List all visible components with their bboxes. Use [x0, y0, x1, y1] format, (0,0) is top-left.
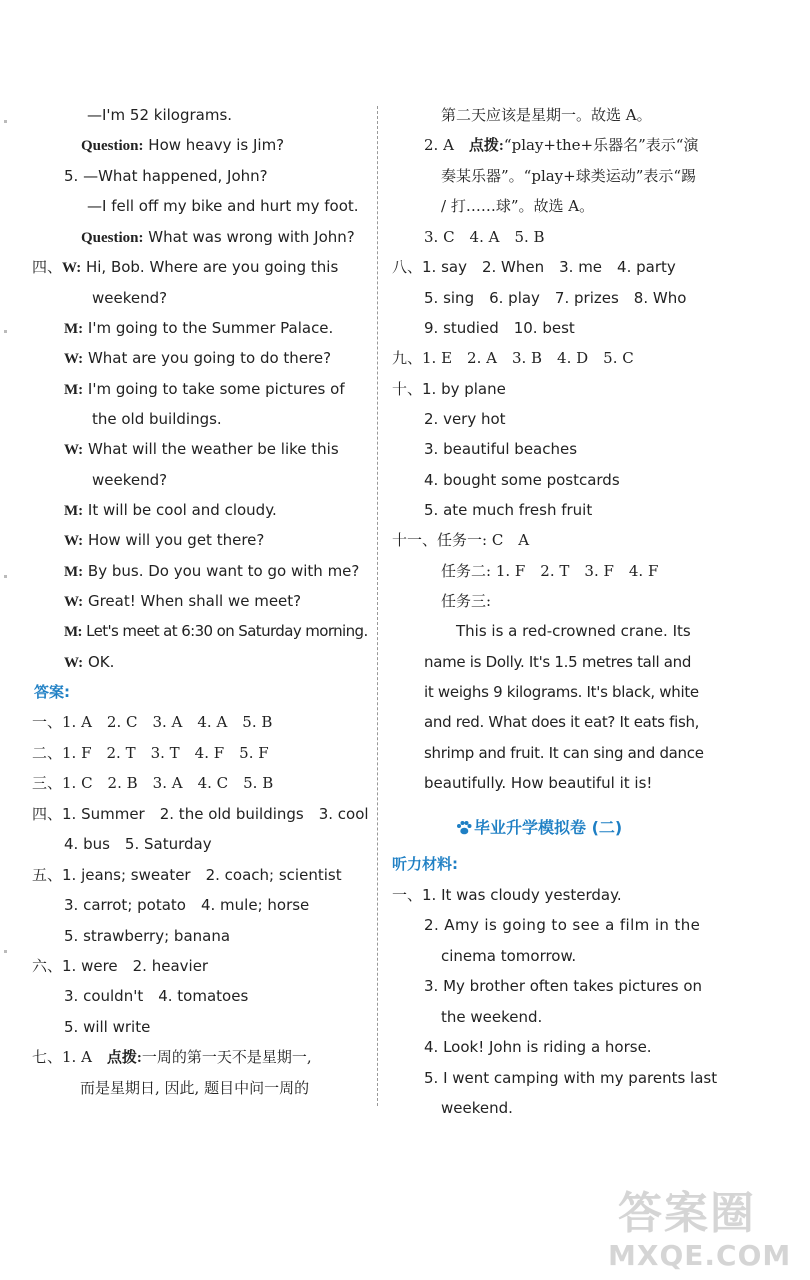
answer-line: 十一、任务一: C A	[392, 531, 530, 549]
answer-line: 任务三:	[441, 592, 492, 610]
answer-line: 六、1. were 2. heavier	[32, 957, 209, 975]
tip-text: / 打……球”。故选 A。	[441, 197, 595, 215]
answer-line: 4. bus 5. Saturday	[64, 835, 212, 853]
answers-heading: 答案:	[34, 683, 70, 701]
edge-mark	[4, 330, 7, 333]
paragraph-line: it weighs 9 kilograms. It's black, white	[424, 683, 699, 701]
paragraph-line: and red. What does it eat? It eats fish,	[424, 713, 700, 731]
answer-line: 三、1. C 2. B 3. A 4. C 5. B	[32, 774, 274, 792]
paragraph-line: This is a red-crowned crane. Its	[456, 622, 691, 640]
tip-label: 点拨:	[468, 138, 504, 154]
line: weekend?	[92, 289, 168, 307]
answer-line: 5. will write	[64, 1018, 151, 1036]
answer-line: 3. couldn't 4. tomatoes	[64, 987, 249, 1005]
speaker-label: M:	[64, 624, 82, 640]
answer-line: 五、1. jeans; sweater 2. coach; scientist	[32, 866, 342, 884]
paragraph-line: name is Dolly. It's 1.5 metres tall and	[424, 653, 692, 671]
line: weekend?	[92, 471, 168, 489]
watermark-top-text: 答案圈	[618, 1188, 756, 1239]
answer-line: 四、1. Summer 2. the old buildings 3. cool	[32, 805, 369, 823]
line-text: I'm going to take some pictures of	[83, 380, 345, 398]
tip-text: 奏某乐器”。“play+球类运动”表示“踢	[441, 167, 697, 185]
listening-line: the weekend.	[441, 1008, 543, 1026]
answer-line: 二、1. F 2. T 3. T 4. F 5. F	[32, 744, 269, 762]
line	[81, 226, 355, 249]
answer-number: 2. A	[424, 136, 469, 154]
speaker-label: W:	[62, 260, 82, 276]
dialogue-line	[64, 529, 264, 552]
tip-text: 一周的第一天不是星期一,	[141, 1048, 312, 1066]
edge-mark	[4, 950, 7, 953]
listening-line: 2. Amy is going to see a film in the	[424, 916, 701, 934]
line-text: How heavy is Jim?	[143, 136, 285, 154]
line-text: Hi, Bob. Where are you going this	[81, 258, 339, 276]
answer-line: 十、1. by plane	[392, 380, 506, 398]
answer-line: 3. beautiful beaches	[424, 440, 578, 458]
speaker-label: W:	[64, 655, 84, 671]
listening-line: 5. I went camping with my parents last	[424, 1069, 718, 1087]
answer-line	[32, 1046, 312, 1069]
speaker-label: W:	[64, 594, 84, 610]
listening-line: cinema tomorrow.	[441, 947, 577, 965]
line-text: It will be cool and cloudy.	[83, 501, 277, 519]
edge-mark	[4, 120, 7, 123]
section-title	[456, 817, 622, 839]
section-title-text: 毕业升学模拟卷 (二)	[474, 818, 623, 837]
dialogue-line	[32, 256, 338, 279]
listening-line: 一、1. It was cloudy yesterday.	[392, 886, 622, 904]
answer-line: 3. carrot; potato 4. mule; horse	[64, 896, 310, 914]
tip-label: 点拨:	[106, 1050, 142, 1066]
line-text: OK.	[83, 653, 115, 671]
speaker-label: M:	[64, 503, 84, 519]
dialogue-line	[64, 438, 339, 461]
listening-line: 3. My brother often takes pictures on	[424, 977, 703, 995]
answer-number: 七、1. A	[32, 1048, 107, 1066]
line: —I fell off my bike and hurt my foot.	[87, 197, 359, 215]
tip-text: “play+the+乐器名”表示“演	[503, 136, 699, 154]
section-number: 四、	[32, 258, 63, 276]
answer-line: 九、1. E 2. A 3. B 4. D 5. C	[392, 349, 634, 367]
dialogue-line	[64, 347, 331, 370]
paragraph-line: shrimp and fruit. It can sing and dance	[424, 744, 704, 762]
line-text: Let's meet at 6:30 on Saturday morning.	[81, 622, 368, 640]
line-text: Great! When shall we meet?	[83, 592, 302, 610]
line-text: By bus. Do you want to go with me?	[83, 562, 360, 580]
dialogue-line	[64, 499, 277, 522]
answer-line: 任务二: 1. F 2. T 3. F 4. F	[441, 562, 659, 580]
line: the old buildings.	[92, 410, 222, 428]
speaker-label: W:	[64, 533, 84, 549]
answer-line: 9. studied 10. best	[424, 319, 575, 337]
answer-line	[424, 134, 698, 157]
line-text: What will the weather be like this	[83, 440, 339, 458]
listening-heading: 听力材料:	[392, 855, 458, 873]
line	[81, 134, 284, 157]
tip-text: 第二天应该是星期一。故选 A。	[441, 106, 652, 124]
line-text: What are you going to do there?	[83, 349, 332, 367]
dialogue-line	[64, 560, 359, 583]
speaker-label: W:	[64, 351, 84, 367]
answer-line: 5. ate much fresh fruit	[424, 501, 593, 519]
speaker-label: M:	[64, 564, 84, 580]
answer-line: 5. strawberry; banana	[64, 927, 231, 945]
dialogue-line	[64, 620, 368, 643]
listening-line: 4. Look! John is riding a horse.	[424, 1038, 652, 1056]
line-text: How will you get there?	[83, 531, 265, 549]
watermark-logo	[608, 1177, 798, 1272]
line: 5. —What happened, John?	[64, 167, 268, 185]
answer-line: 3. C 4. A 5. B	[424, 228, 545, 246]
speaker-label: M:	[64, 321, 84, 337]
watermark-bottom-text: MXQE.COM	[608, 1239, 792, 1272]
dialogue-line	[64, 651, 114, 674]
dialogue-line	[64, 317, 333, 340]
listening-line: weekend.	[441, 1099, 513, 1117]
line-text: I'm going to the Summer Palace.	[83, 319, 334, 337]
question-label: Question:	[81, 138, 144, 154]
dialogue-line	[64, 590, 301, 613]
tip-text: 而是星期日, 因此, 题目中问一周的	[80, 1079, 310, 1097]
speaker-label: W:	[64, 442, 84, 458]
answer-line: 4. bought some postcards	[424, 471, 620, 489]
answer-line: 八、1. say 2. When 3. me 4. party	[392, 258, 676, 276]
column-divider	[377, 106, 378, 1106]
answer-line: 2. very hot	[424, 410, 506, 428]
edge-mark	[4, 575, 7, 578]
question-label: Question:	[81, 230, 144, 246]
paw-icon	[456, 821, 472, 835]
line-text: What was wrong with John?	[143, 228, 355, 246]
speaker-label: M:	[64, 382, 84, 398]
answer-line: 一、1. A 2. C 3. A 4. A 5. B	[32, 713, 273, 731]
answer-line: 5. sing 6. play 7. prizes 8. Who	[424, 289, 687, 307]
dialogue-line	[64, 378, 345, 401]
paragraph-line: beautifully. How beautiful it is!	[424, 774, 653, 792]
line: —I'm 52 kilograms.	[87, 106, 233, 124]
